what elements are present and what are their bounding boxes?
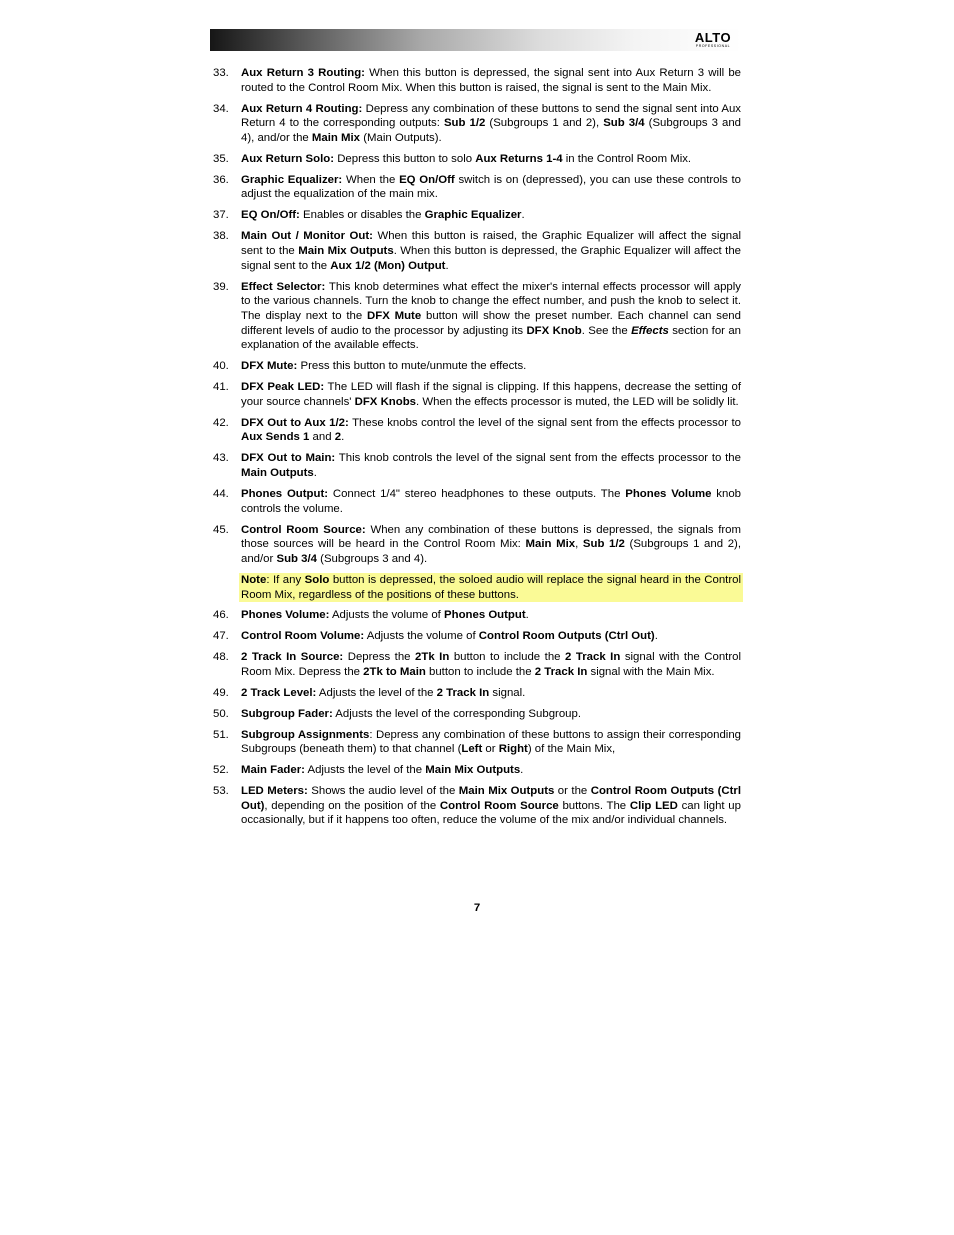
bold-term: Control Room Outputs (Ctrl Out) xyxy=(478,630,655,643)
manual-item xyxy=(213,208,741,223)
item-text: Phones Output: Connect 1/4" stereo headphones to these outputs. The Phones Volume knob controls the volume. xyxy=(241,487,741,515)
bold-term: Left xyxy=(461,743,483,756)
manual-item xyxy=(213,686,741,701)
item-number: 36. xyxy=(213,173,229,186)
bold-term: Main Mix Outputs xyxy=(458,785,555,798)
item-number: 38. xyxy=(213,230,229,243)
bold-term: Phones Volume xyxy=(625,487,712,500)
manual-item xyxy=(213,487,741,516)
item-text: 2 Track In Source: Depress the 2Tk In button to include the 2 Track In signal with the Control Room Mix. Depress the 2Tk to Main button to include the 2 Track In signal with the Main Mix. xyxy=(241,651,741,678)
manual-item xyxy=(213,707,741,722)
manual-item xyxy=(213,523,741,567)
item-number: 49. xyxy=(213,686,229,699)
bold-term: Main Out / Monitor Out: xyxy=(241,230,373,243)
bold-term: Note xyxy=(241,573,267,586)
bold-term: Aux Return 3 Routing: xyxy=(241,67,365,79)
bold-term: Sub 3/4 xyxy=(276,552,317,565)
bold-italic-term: Effects xyxy=(631,324,669,337)
item-text: DFX Mute: Press this button to mute/unmute the effects. xyxy=(241,360,527,373)
bold-term: Aux 1/2 (Mon) Output xyxy=(330,259,446,272)
item-text: DFX Out to Main: This knob controls the level of the signal sent from the effects processor to the Main Outputs. xyxy=(241,452,741,480)
item-number: 41. xyxy=(213,381,229,394)
bold-term: Main Mix xyxy=(311,132,361,144)
bold-term: Aux Sends 1 xyxy=(241,431,310,444)
bold-term: Clip LED xyxy=(629,799,678,812)
bold-term: DFX Out to Aux 1/2: xyxy=(241,416,349,429)
bold-term: 2 Track In Source: xyxy=(241,651,344,664)
item-number: 50. xyxy=(213,707,229,720)
bold-term: Subgroup Fader: xyxy=(241,707,333,720)
bold-term: Sub 3/4 xyxy=(603,117,645,130)
bold-term: Solo xyxy=(304,573,330,586)
item-text: Control Room Source: When any combination of these buttons is depressed, the signals from those sources will be heard in the Control Room Mix: Main Mix, Sub 1/2 (Subgroups 1 and 2), and/or Sub 3/4 (Subgroups 3 and 4). xyxy=(241,523,741,565)
item-text: 2 Track Level: Adjusts the level of the 2 Track In signal. xyxy=(241,686,526,699)
item-number: 52. xyxy=(213,764,229,777)
bold-term: Aux Return Solo: xyxy=(241,152,335,165)
item-text: Aux Return 3 Routing: When this button is depressed, the signal sent into Aux Return 3 will be routed to the Control Room Mix. When this button is raised, the signal is sent to the Main Mix. xyxy=(241,67,741,94)
item-text: Control Room Volume: Adjusts the volume of Control Room Outputs (Ctrl Out). xyxy=(241,630,658,643)
item-number: 46. xyxy=(213,609,229,622)
bold-term: Control Room Source: xyxy=(241,523,366,536)
bold-term: Control Room Volume: xyxy=(241,630,365,643)
bold-term: DFX Out to Main: xyxy=(241,452,336,465)
item-number: 39. xyxy=(213,280,229,293)
item-number: 33. xyxy=(213,67,229,79)
item-number: 47. xyxy=(213,630,229,643)
item-number: 53. xyxy=(213,785,229,798)
bold-term: Control Room Outputs (Ctrl Out) xyxy=(241,785,741,812)
bold-term: LED Meters: xyxy=(241,785,308,798)
manual-item xyxy=(213,229,741,273)
bold-term: Subgroup Assignments xyxy=(241,728,370,741)
manual-item xyxy=(213,280,741,354)
bold-term: 2 Track In xyxy=(565,651,621,664)
manual-item xyxy=(213,629,741,644)
header-gradient-bar xyxy=(210,29,742,51)
bold-term: Control Room Source xyxy=(439,799,559,812)
bold-term: Graphic Equalizer: xyxy=(241,173,343,186)
manual-item xyxy=(213,66,741,95)
item-text: Aux Return 4 Routing: Depress any combination of these buttons to send the signal sent into Aux Return 4 to the corresponding outputs: Sub 1/2 (Subgroups 1 and 2), Sub 3/4 (Subgroups 3 and 4), and/or the Main Mix (Main Outputs). xyxy=(241,102,742,144)
item-number: 42. xyxy=(213,416,229,429)
bold-term: Main Fader: xyxy=(241,764,305,777)
bold-term: Right xyxy=(498,743,528,756)
bold-term: DFX Mute: xyxy=(241,360,298,373)
bold-term: EQ On/Off: xyxy=(241,209,300,222)
item-number: 45. xyxy=(213,523,229,536)
item-text: Subgroup Fader: Adjusts the level of the corresponding Subgroup. xyxy=(241,707,581,720)
manual-item xyxy=(213,173,741,202)
manual-item xyxy=(213,608,741,623)
bold-term: Main Mix Outputs xyxy=(425,764,521,777)
bold-term: Phones Volume: xyxy=(241,609,330,622)
item-number: 48. xyxy=(213,651,229,664)
item-text: EQ On/Off: Enables or disables the Graphic Equalizer. xyxy=(241,209,525,222)
bold-term: 2 Track In xyxy=(436,686,490,699)
bold-term: EQ On/Off xyxy=(399,173,455,186)
page-number: 7 xyxy=(473,902,481,914)
bold-term: Main Mix Outputs xyxy=(298,244,394,257)
manual-item xyxy=(213,650,741,679)
item-number: 40. xyxy=(213,360,229,373)
manual-item xyxy=(213,728,741,757)
logo-wordmark: ALTO xyxy=(694,30,732,45)
item-text: Main Out / Monitor Out: When this button is raised, the Graphic Equalizer will affect the signal sent to the Main Mix Outputs. When this button is depressed, the Graphic Equalizer will affect the signal sent to the Aux 1/2 (Mon) Output. xyxy=(241,230,741,272)
bold-term: 2 Track In xyxy=(534,665,588,678)
bold-term: DFX Knobs xyxy=(354,395,417,408)
bold-term: 2 Track Level: xyxy=(241,686,317,699)
bold-term: Main Mix xyxy=(525,538,576,551)
manual-item xyxy=(213,102,741,146)
item-text: Phones Volume: Adjusts the volume of Phones Output. xyxy=(241,609,529,622)
item-text: Aux Return Solo: Depress this button to solo Aux Returns 1-4 in the Control Room Mix. xyxy=(241,152,692,165)
bold-term: Graphic Equalizer xyxy=(424,209,522,222)
item-text: Effect Selector: This knob determines what effect the mixer's internal effects processor will apply to the various channels. Turn the knob to change the effect number, and push the knob to select it. The display next to the DFX Mute button will show the preset number. Each channel can send different levels of audio to the processor by adjusting its DFX Knob. See the Effects section for an explanation of the available effects. xyxy=(241,280,741,352)
item-text: Subgroup Assignments: Depress any combination of these buttons to assign their corresponding Subgroups (beneath them) to that channel (Left or Right) of the Main Mix, xyxy=(241,728,741,756)
bold-term: Phones Output: xyxy=(241,487,329,500)
bold-term: 2 xyxy=(334,431,342,444)
item-text: DFX Out to Aux 1/2: These knobs control the level of the signal sent from the effects processor to Aux Sends 1 and 2. xyxy=(241,416,741,444)
bold-term: Aux Returns 1-4 xyxy=(475,152,563,165)
bold-term: DFX Mute xyxy=(367,309,422,322)
manual-item xyxy=(213,784,741,828)
manual-item xyxy=(213,763,741,778)
item-number: 37. xyxy=(213,209,229,222)
manual-item xyxy=(213,451,741,480)
bold-term: Phones Output xyxy=(444,609,526,622)
alto-logo xyxy=(686,31,740,49)
item-text: LED Meters: Shows the audio level of the Main Mix Outputs or the Control Room Outputs (Ctrl Out), depending on the position of the Control Room Source buttons. The Clip LED can light up occasionally, but if it happens too often, reduce the volume of the mix and/or individual channels. xyxy=(241,785,741,827)
item-number: 43. xyxy=(213,452,229,465)
bold-term: Sub 1/2 xyxy=(443,117,486,130)
item-text: Graphic Equalizer: When the EQ On/Off switch is on (depressed), you can use these controls to adjust the equalization of the main mix. xyxy=(241,173,741,201)
item-text: Main Fader: Adjusts the level of the Main Mix Outputs. xyxy=(241,764,524,777)
bold-term: Sub 1/2 xyxy=(582,538,625,551)
bold-term: Aux Return 4 Routing: xyxy=(241,102,363,115)
bold-term: 2Tk to Main xyxy=(363,665,426,678)
bold-term: 2Tk In xyxy=(415,651,450,664)
manual-item xyxy=(213,380,741,409)
item-text: DFX Peak LED: The LED will flash if the signal is clipping. If this happens, decrease the setting of your source channels' DFX Knobs. When the effects processor is muted, the LED will be solidly lit. xyxy=(241,381,741,408)
bold-term: Main Outputs xyxy=(241,467,314,480)
manual-item-list xyxy=(213,66,741,834)
item-number: 44. xyxy=(213,487,229,500)
bold-term: Effect Selector: xyxy=(241,280,326,293)
highlighted-note: Note: If any Solo button is depressed, the soloed audio will replace the signal heard in the Control Room Mix, regardless of the positions of these buttons. xyxy=(241,573,741,601)
bold-term: DFX Peak LED: xyxy=(241,381,325,394)
item-number: 51. xyxy=(213,728,229,741)
item-number: 34. xyxy=(213,102,229,115)
manual-item xyxy=(213,359,741,374)
manual-item xyxy=(213,416,741,445)
item-number: 35. xyxy=(213,152,229,165)
manual-item xyxy=(213,152,741,167)
logo-subtext: PROFESSIONAL xyxy=(695,44,731,48)
bold-term: DFX Knob xyxy=(526,324,582,337)
